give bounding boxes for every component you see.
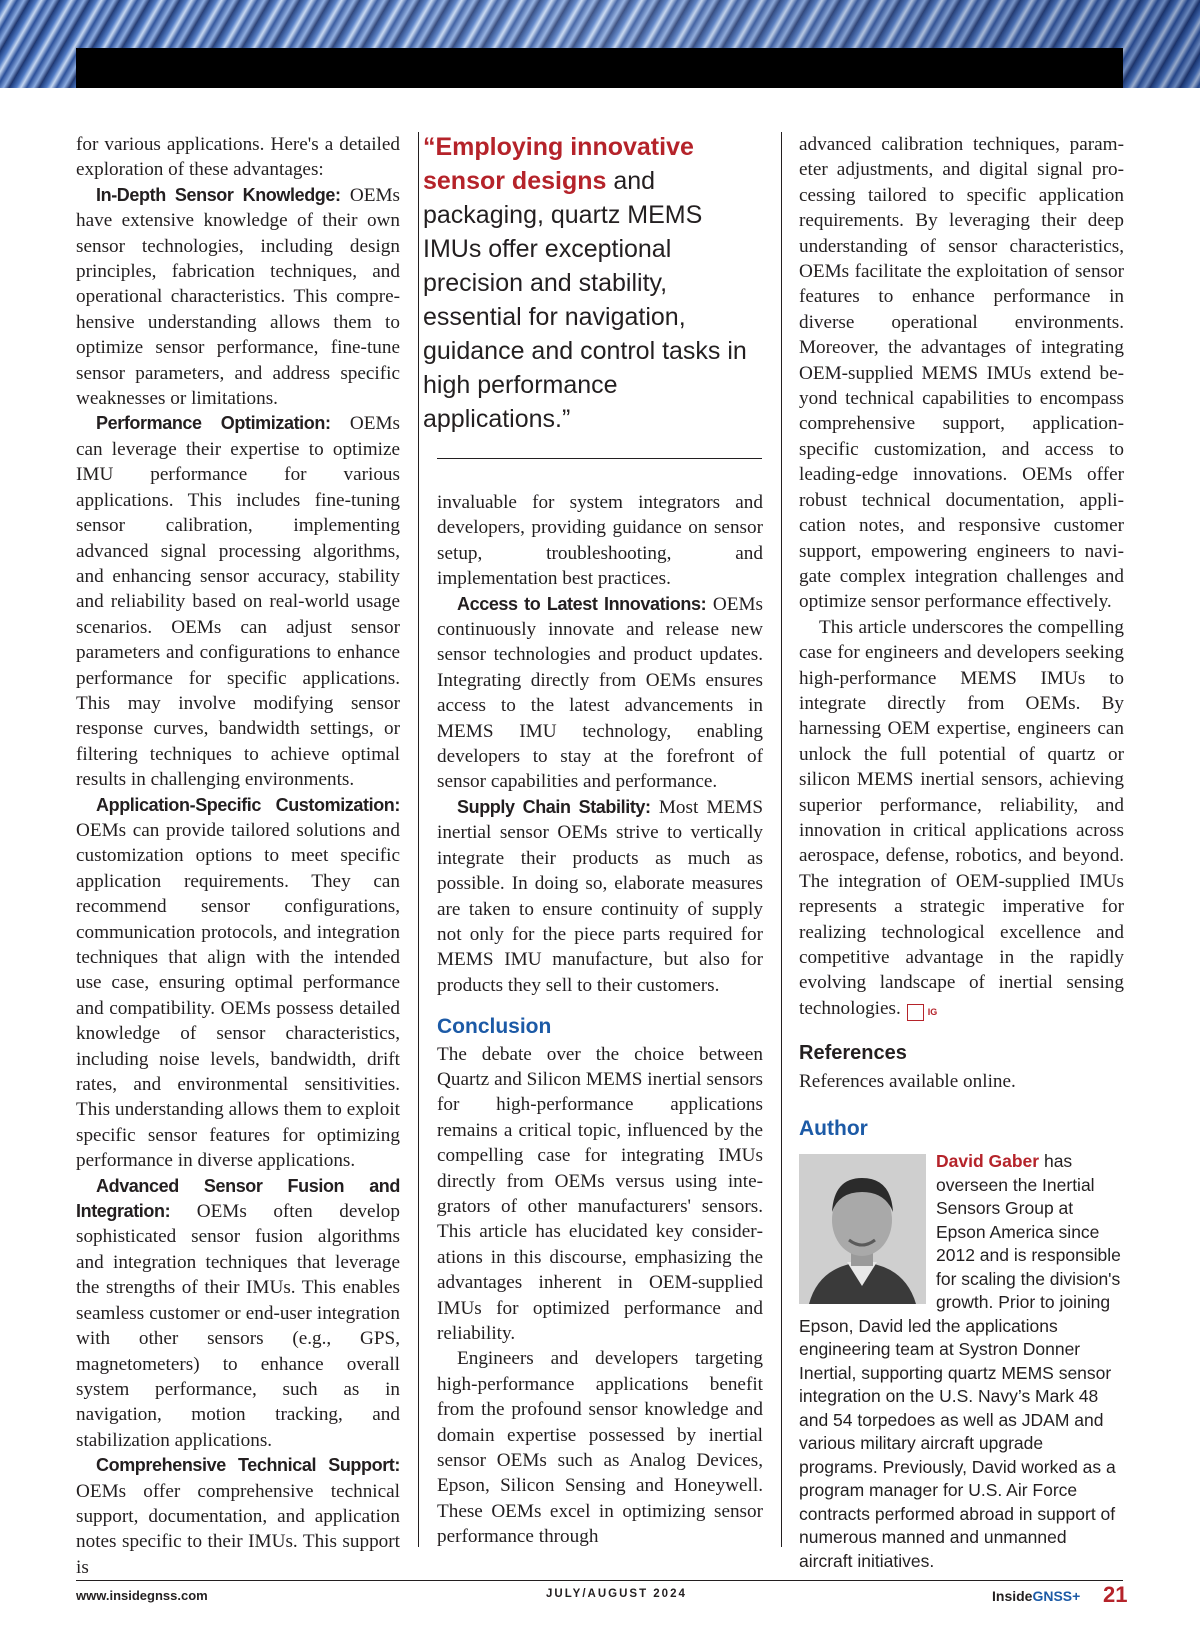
author-heading: Author bbox=[799, 1117, 868, 1141]
run-in-heading: Advanced Sensor Fusion and Integration: bbox=[76, 1175, 400, 1222]
run-in-heading: Supply Chain Stability: bbox=[457, 796, 651, 817]
paragraph-technical-support bbox=[76, 1453, 400, 1580]
paragraph-customization bbox=[76, 793, 400, 1174]
article-column-2 bbox=[437, 490, 763, 1550]
paragraph-text: This article underscores the compelling case for engineers and developers seeking high-performance MEMS IMUs to integrate directly from OEMs. By harnessing OEM expertise, engineers can unlock the full potential of quartz or silicon MEMS inertial sensors, achieving superior performance, reliability, and innovation in critical applications across aerospace, defense, robotics, and beyond. The integration of OEM-supplied IMUs represents a strategic imperative for realizing technological excellence and competitive advantage in the rapidly evolving landscape of inertial sensing technologies. bbox=[799, 616, 1124, 1019]
paragraph-closing bbox=[799, 615, 1124, 1022]
paragraph: for various applications. Here's a detailed exploration of these advantages: bbox=[76, 134, 400, 181]
brand-gnss: GNSS+ bbox=[1032, 1588, 1081, 1604]
footer-issue-date: JULY/AUGUST 2024 bbox=[546, 1588, 687, 1600]
column-divider-left bbox=[418, 132, 419, 1547]
run-in-heading: Comprehensive Technical Support: bbox=[96, 1455, 400, 1476]
run-in-heading: Access to Latest Innovations: bbox=[457, 593, 707, 614]
footer-brand-logo bbox=[992, 1588, 1080, 1604]
brand-inside: Inside bbox=[992, 1588, 1033, 1604]
portrait-icon bbox=[799, 1154, 926, 1304]
article-column-1 bbox=[76, 132, 400, 1580]
paragraph-sensor-fusion bbox=[76, 1174, 400, 1453]
paragraph: invaluable for system integrators and developers, providing guidance on sensor setup, troubleshooting, and implementation best practices. bbox=[437, 492, 763, 590]
author-name: David Gaber bbox=[936, 1151, 1040, 1171]
paragraph-supply-chain bbox=[437, 795, 763, 998]
paragraph: Engineers and developers targeting high-performance applications benefit from the profound sensor knowledge and domain expertise possessed by inertial sensor OEMs such as Analog Devices, Epson, Silicon Sensing and Honeywell. These OEMs excel in optimizing sensor performance through bbox=[437, 1348, 763, 1548]
references-heading: References bbox=[799, 1042, 907, 1065]
end-of-article-icon: IG bbox=[907, 1004, 924, 1021]
author-photo bbox=[799, 1154, 926, 1304]
paragraph-text: OEMs continuously innovate and release new sensor technologies and product updates. Integrating directly from OEMs ensures access to the latest advancements in MEMS IMU technology, enabling developers to stay at the forefront of sensor capabilities and performance. bbox=[437, 593, 763, 793]
paragraph-text: OEMs can leverage their expertise to optimize IMU performance for various applications. This includes fine-tuning sensor calibration, implementing advanced signal processing algorithms, and enhancing sensor accuracy, stability and reliability based on real-world usage scenarios. OEMs can adjust sensor parameters and configurations to enhance performance for specific applications. This may involve modifying sensor response curves, bandwidth settings, or filtering techniques to achieve optimal results in challenging environments. bbox=[76, 413, 400, 791]
pull-quote-rule bbox=[437, 458, 762, 459]
paragraph-text: OEMs can provide tailored solutions and customization options to meet specific application requirements. They can recommend sensor configurations, communication protocols, and integration techniques that align with the intended use case, ensuring optimal performance and compatibility. OEMs possess detailed knowledge of sensor characteristics, including noise levels, bandwidth, drift rates, and environmental sensitivities. This understanding allows them to exploit specific sensor features for optimizing performance in diverse applications. bbox=[76, 819, 400, 1172]
paragraph-text: OEMs have extensive knowledge of their own sensor technologies, including design principles, fabrication techniques, and operational characteristics. This comprehensive understanding allows them to optimize sensor performance, fine-tune sensor parameters, and address specific weaknesses or limitations. bbox=[76, 184, 401, 410]
pull-quote bbox=[423, 130, 763, 436]
author-bio bbox=[799, 1150, 1124, 1573]
paragraph-text: Most MEMS inertial sensor OEMs strive to vertically integrate their products as much as possible. In doing so, elaborate measures are taken to ensure continuity of supply not only for the piece parts required for MEMS IMU manufacture, but also for products they sell to their customers. bbox=[437, 796, 763, 996]
pull-quote-text: and packaging, quartz MEMS IMUs offer exceptional precision and stability, essential for navigation, guidance and control tasks in high performance applications.” bbox=[423, 167, 747, 433]
footer-url[interactable]: www.insidegnss.com bbox=[76, 1588, 208, 1603]
column-divider-right bbox=[781, 132, 782, 1547]
author-bio-text: has overseen the Inertial Sensors Group at Epson America since 2012 and is responsible for scaling the division's growth. Prior to joining Epson, David led the applications engineering team at Systron Donner Inertial, supporting quartz MEMS sensor integration on the U.S. Navy’s Mark 48 and 54 torpedoes as well as JDAM and various military aircraft upgrade programs. Previously, David worked as a program manager for U.S. Air Force contracts performed abroad in support of numerous manned and unmanned aircraft initiatives. bbox=[799, 1151, 1121, 1571]
paragraph-latest-innovations bbox=[437, 592, 763, 795]
article-column-3 bbox=[799, 132, 1124, 1143]
paragraph-text: OEMs often develop sophisticated sensor fusion algorithms and integration techniques that leverage the strengths of their IMUs. This enables seamless customer or end-user integration with other sensors (e.g., GPS, magnetometers) to enhance overall system performance, such as in navigation, motion tracking, and stabilization applications. bbox=[76, 1201, 400, 1451]
paragraph: The debate over the choice between Quartz and Silicon MEMS inertial sensors for high-performance applications remains a critical topic, influenced by the compelling case for integrating IMUs directly from OEMs versus using integrators of other manufacturers' sensors. This article has elucidated key considerations in this discourse, emphasizing the advantages inherent in OEM-supplied IMUs for optimized performance and reliability. bbox=[437, 1043, 763, 1344]
paragraph-text: OEMs offer comprehensive technical support, documentation, and application notes specific to their IMUs. This support is bbox=[76, 1480, 400, 1578]
header-banner bbox=[0, 0, 1200, 88]
page-number: 21 bbox=[1103, 1582, 1128, 1607]
footer-rule bbox=[76, 1580, 1123, 1581]
paragraph: advanced calibration techniques, parameter adjustments, and digital signal processing tailored to specific application requirements. By leveraging their deep understanding of sensor characteristics, OEMs facilitate the exploitation of sensor features to enhance performance in diverse operational environments. Moreover, the advantages of integrating OEM-supplied MEMS IMUs extend beyond technical capabilities to encompass comprehensive support, application-specific customization, and access to leading-edge innovations. OEMs offer robust technical documentation, application notes, and responsive customer support, empowering engineers to navigate complex integration challenges and optimize sensor performance effectively. bbox=[799, 134, 1124, 613]
run-in-heading: Application-Specific Customization: bbox=[96, 794, 400, 815]
run-in-heading: In-Depth Sensor Knowledge: bbox=[96, 184, 341, 205]
paragraph-performance-optimization bbox=[76, 411, 400, 792]
paragraph-sensor-knowledge bbox=[76, 183, 400, 412]
run-in-heading: Performance Optimization: bbox=[96, 413, 331, 434]
references-text: References available online. bbox=[799, 1070, 1016, 1092]
header-black-bar bbox=[76, 48, 1123, 88]
conclusion-heading: Conclusion bbox=[437, 1015, 552, 1039]
pull-quote-highlight: “Employing innovative sensor designs bbox=[423, 133, 694, 195]
